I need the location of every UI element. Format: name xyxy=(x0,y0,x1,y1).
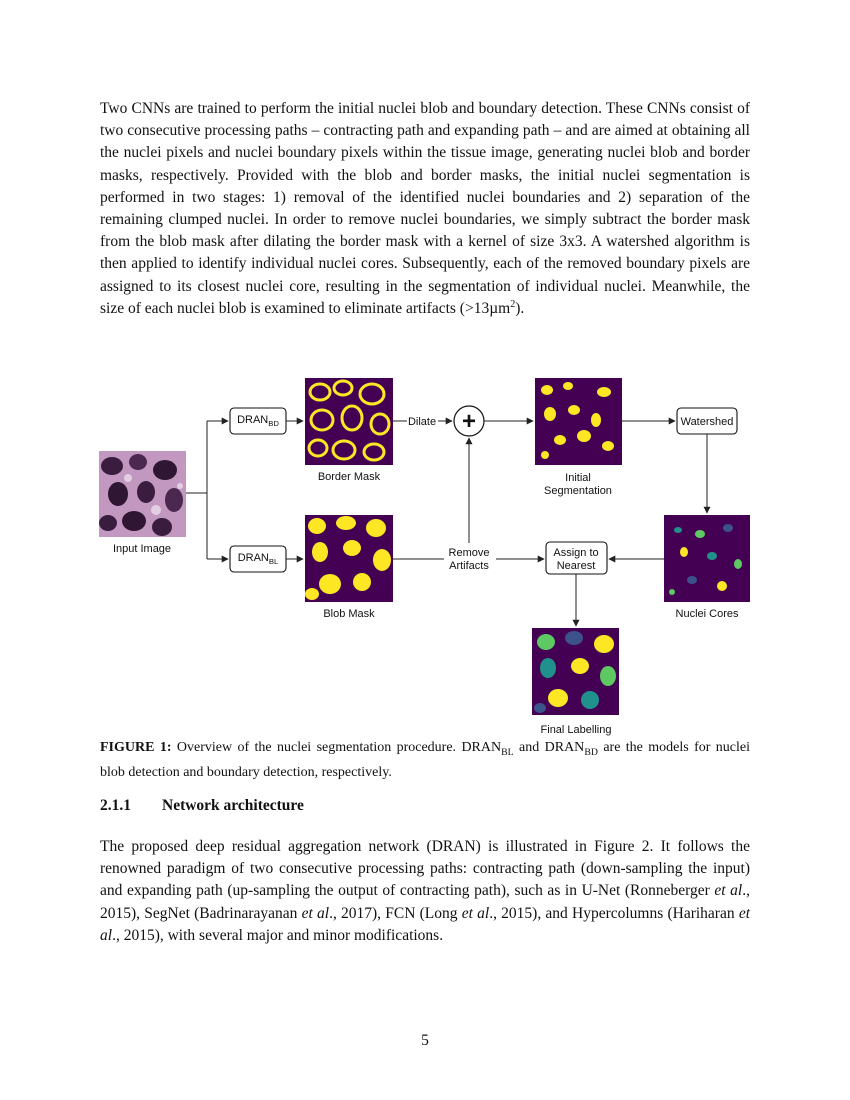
remove-artifacts-label-line1: Remove xyxy=(448,547,490,559)
section-title: Network architecture xyxy=(162,797,304,814)
intro-paragraph: Two CNNs are trained to perform the initial nuclei blob and boundary detection. These CNNs consist of two consecutive processing paths – contracting path and expanding path – and are aimed at obtaining all the nuclei pixels and nuclei boundary pixels within the tissue image, generating nuclei blob and border masks, respectively. Provided with the blob and border masks, the initial nuclei segmentation is performed in two stages: 1) removal of the identified nuclei boundaries and 2) separation of the remaining clumped nuclei. In order to remove nuclei boundaries, we simply subtract the border mask from the blob mask after dilating the border mask with a kernel of size 3x3. A watershed algorithm is then applied to identify individual nuclei cores. Subsequently, each of the removed boundary pixels are assigned to its closest nuclei core, resulting in the segmentation of individual nuclei. Meanwhile, the size of each nuclei blob is examined to eliminate artifacts (>13µm$^2$). xyxy=(100,100,750,317)
final-labelling-image xyxy=(532,628,619,715)
nuclei-cores-label: Nuclei Cores xyxy=(675,608,739,620)
dilate-label: Dilate xyxy=(407,416,437,428)
input-tissue-image xyxy=(99,451,186,537)
dran-bd-label: $DRAN_{BD}$ xyxy=(237,414,279,429)
remove-artifacts-label-line2: Artifacts xyxy=(449,560,489,572)
final-labelling-label: Final Labelling xyxy=(540,724,612,736)
nuclei-cores-image xyxy=(664,515,750,602)
network-architecture-paragraph: The proposed deep residual aggregation network (DRAN) is illustrated in Figure 2. It follows the renowned paradigm of two consecutive processing paths: contracting path (down-sampling the input) and expanding path (up-sampling the output of contracting path), such as in U-Net (Ronneberger et al., 2015), SegNet (Badrinarayanan et al., 2017), FCN (Long et al., 2015), and Hypercolumns (Hariharan et al., 2015), with several major and minor modifications. xyxy=(100,838,751,944)
initial-segmentation-image xyxy=(535,378,622,465)
section-heading xyxy=(100,797,304,815)
blob-mask-image xyxy=(305,515,393,602)
page-number: 5 xyxy=(421,1032,429,1049)
assign-label-line2: Nearest xyxy=(556,560,596,572)
initial-segmentation-label-line1: Initial xyxy=(565,472,591,484)
dran-bl-label: $DRAN_{BL}$ xyxy=(237,552,279,567)
watershed-label: Watershed xyxy=(680,416,734,428)
section-number: 2.1.1 xyxy=(100,797,131,814)
figure-caption-label: FIGURE 1: xyxy=(100,740,172,755)
border-mask-image xyxy=(305,378,393,465)
initial-segmentation-label-line2: Segmentation xyxy=(544,485,612,497)
blob-mask-label: Blob Mask xyxy=(323,608,375,620)
input-image-label: Input Image xyxy=(112,543,172,555)
border-mask-label: Border Mask xyxy=(317,471,381,483)
assign-label-line1: Assign to xyxy=(553,547,599,559)
plus-icon: + xyxy=(461,408,477,435)
input-split-line xyxy=(186,421,207,559)
figure-caption: FIGURE 1: Overview of the nuclei segmentation procedure. $DRAN_{BL}$ and $DRAN_{BD}$ are the models for nuclei blob detection and boundary detection, respectively. xyxy=(100,740,750,780)
